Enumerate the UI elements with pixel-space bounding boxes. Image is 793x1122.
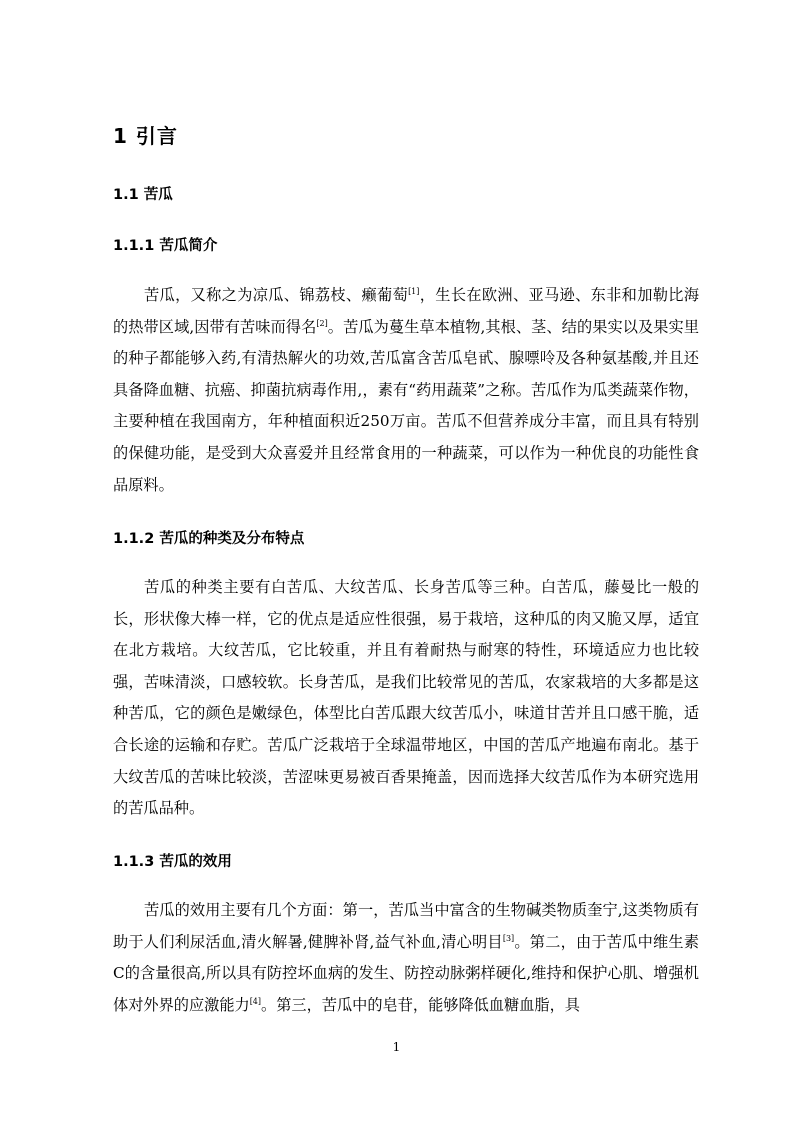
paragraph-intro <box>113 280 699 501</box>
paragraph-varieties <box>113 572 699 825</box>
citation-ref: [3] <box>502 933 515 943</box>
paragraph-text: 苦瓜的种类主要有白苦瓜、大纹苦瓜、长身苦瓜等三种。白苦瓜，藤曼比一般的长，形状像大棒一样，它的优点是适应性很强，易于栽培，这种瓜的肉又脆又厚，适宜在北方栽培。大纹苦瓜，它比较重，并且有着耐热与耐寒的特性，环境适应力也比较强，苦味清淡，口感较软。长身苦瓜，是我们比较常见的苦瓜，农家栽培的大多都是这种苦瓜，它的颜色是嫩绿色，体型比白苦瓜跟大纹苦瓜小，味道甘苦并且口感干脆，适合长途的运输和存贮。苦瓜广泛栽培于全球温带地区，中国的苦瓜产地遍布南北。基于大纹苦瓜的苦味比较淡，苦涩味更易被百香果掩盖，因而选择大纹苦瓜作为本研究选用的苦瓜品种。 <box>113 578 699 818</box>
subsection-heading-1-1-3: 1.1.3 苦瓜的效用 <box>113 854 232 870</box>
subsection-heading-1-1: 1.1 苦瓜 <box>113 187 173 203</box>
citation-ref: [1] <box>408 287 420 296</box>
paragraph-effects <box>113 895 699 1021</box>
paragraph-text: ，生长在欧洲、亚马逊、东非和加勒比海的热带区域,因带有苦味而得名 <box>113 286 700 336</box>
paragraph-text: 。第二，由于苦瓜中维生素C的含量很高,所以具有防控坏血病的发生、防控动脉粥样硬化,维持和保护心肌、增强机体对外界的应激能力 <box>113 932 699 1014</box>
paragraph-text: 苦瓜的效用主要有几个方面：第一，苦瓜当中富含的生物碱类物质奎宁,这类物质有助于人们利尿活血,清火解暑,健脾补肾,益气补血,清心明目 <box>113 901 699 951</box>
citation-ref: [4] <box>249 996 262 1006</box>
subsection-heading-1-1-2: 1.1.2 苦瓜的种类及分布特点 <box>113 531 305 547</box>
page-number: 1 <box>392 1040 401 1054</box>
paragraph-text: 。第三，苦瓜中的皂苷，能够降低血糖血脂，具 <box>261 995 580 1014</box>
paragraph-text: 。苦瓜为蔓生草本植物,其根、茎、结的果实以及果实里的种子都能够入药,有清热解火的功效,苦瓜富含苦瓜皂甙、腺嘌呤及各种氨基酸,并且还具备降血糖、抗癌、抑菌抗病毒作用,，素有“药用蔬菜”之称。苦瓜作为瓜类蔬菜作物，主要种植在我国南方，年种植面积近250万亩。苦瓜不但营养成分丰富，而且具有特别的保健功能，是受到大众喜爱并且经常食用的一种蔬菜，可以作为一种优良的功能性食品原料。 <box>113 317 700 494</box>
citation-ref: [2] <box>316 318 328 328</box>
subsection-heading-1-1-1: 1.1.1 苦瓜简介 <box>113 238 218 254</box>
section-heading: 1 引言 <box>113 124 178 148</box>
paragraph-text: 苦瓜，又称之为凉瓜、锦荔枝、癞葡萄 <box>144 286 409 304</box>
